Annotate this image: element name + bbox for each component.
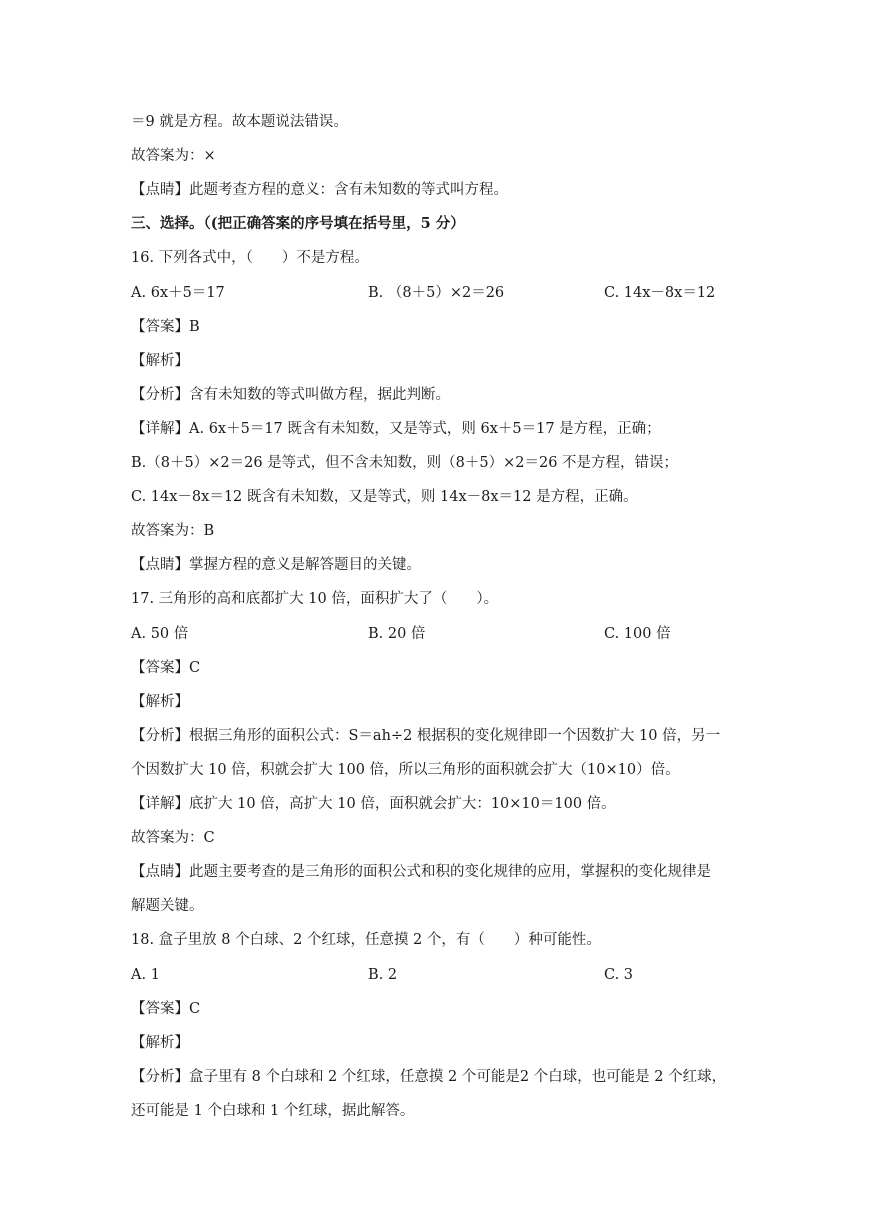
q16-option-c: C. 14x－8x＝12 bbox=[604, 285, 716, 301]
text-line: ＝9 就是方程。故本题说法错误。 bbox=[131, 114, 348, 130]
analysis-line: 还可能是 1 个白球和 1 个红球，据此解答。 bbox=[131, 1103, 415, 1119]
question-16: 16. 下列各式中，（ ）不是方程。 bbox=[131, 250, 369, 266]
section-heading: 三、选择。（(把正确答案的序号填在括号里，5 分） bbox=[131, 215, 465, 232]
q18-option-b: B. 2 bbox=[368, 967, 398, 983]
analysis-line: 个因数扩大 10 倍，积就会扩大 100 倍，所以三角形的面积就会扩大（10×10）倍。 bbox=[131, 762, 680, 778]
q16-option-a: A. 6x＋5＝17 bbox=[131, 285, 225, 301]
comment-line: 解题关键。 bbox=[131, 898, 204, 914]
analysis-heading: 【解析】 bbox=[131, 353, 189, 369]
answer-line: 【答案】B bbox=[131, 319, 200, 335]
detail-line: 【详解】底扩大 10 倍，高扩大 10 倍，面积就会扩大：10×10＝100 倍。 bbox=[131, 796, 616, 812]
q16-option-b: B. （8＋5）×2＝26 bbox=[368, 285, 505, 301]
comment-line: 【点睛】此题考查方程的意义：含有未知数的等式叫方程。 bbox=[131, 182, 508, 198]
answer-line: 故答案为：× bbox=[131, 148, 216, 164]
analysis-line: 【分析】根据三角形的面积公式：S＝ah÷2 根据积的变化规律即一个因数扩大 10 倍，另一 bbox=[131, 728, 721, 744]
q18-option-a: A. 1 bbox=[131, 967, 160, 983]
analysis-heading: 【解析】 bbox=[131, 1035, 189, 1051]
analysis-line: 【分析】盒子里有 8 个白球和 2 个红球，任意摸 2 个可能是2 个白球，也可能是 2 个红球， bbox=[131, 1069, 727, 1085]
detail-line: C. 14x－8x＝12 既含有未知数，又是等式，则 14x－8x＝12 是方程，正确。 bbox=[131, 489, 638, 505]
q18-option-c: C. 3 bbox=[604, 967, 634, 983]
answer-line: 【答案】C bbox=[131, 660, 201, 676]
question-18: 18. 盒子里放 8 个白球、2 个红球，任意摸 2 个，有（ ）种可能性。 bbox=[131, 932, 601, 948]
answer-line: 【答案】C bbox=[131, 1001, 201, 1017]
comment-line: 【点睛】此题主要考查的是三角形的面积公式和积的变化规律的应用，掌握积的变化规律是 bbox=[131, 864, 711, 880]
q17-option-b: B. 20 倍 bbox=[368, 626, 426, 642]
detail-line: B.（8＋5）×2＝26 是等式，但不含未知数，则（8＋5）×2＝26 不是方程，错误； bbox=[131, 455, 679, 471]
analysis-line: 【分析】含有未知数的等式叫做方程，据此判断。 bbox=[131, 387, 450, 403]
detail-line: 【详解】A. 6x＋5＝17 既含有未知数，又是等式，则 6x＋5＝17 是方程，正确； bbox=[131, 421, 661, 437]
answer-line: 故答案为：B bbox=[131, 523, 215, 539]
q17-option-a: A. 50 倍 bbox=[131, 626, 189, 642]
comment-line: 【点睛】掌握方程的意义是解答题目的关键。 bbox=[131, 557, 421, 573]
answer-line: 故答案为：C bbox=[131, 830, 215, 846]
question-17: 17. 三角形的高和底都扩大 10 倍，面积扩大了（ ）。 bbox=[131, 591, 499, 607]
q17-option-c: C. 100 倍 bbox=[604, 626, 671, 642]
analysis-heading: 【解析】 bbox=[131, 694, 189, 710]
